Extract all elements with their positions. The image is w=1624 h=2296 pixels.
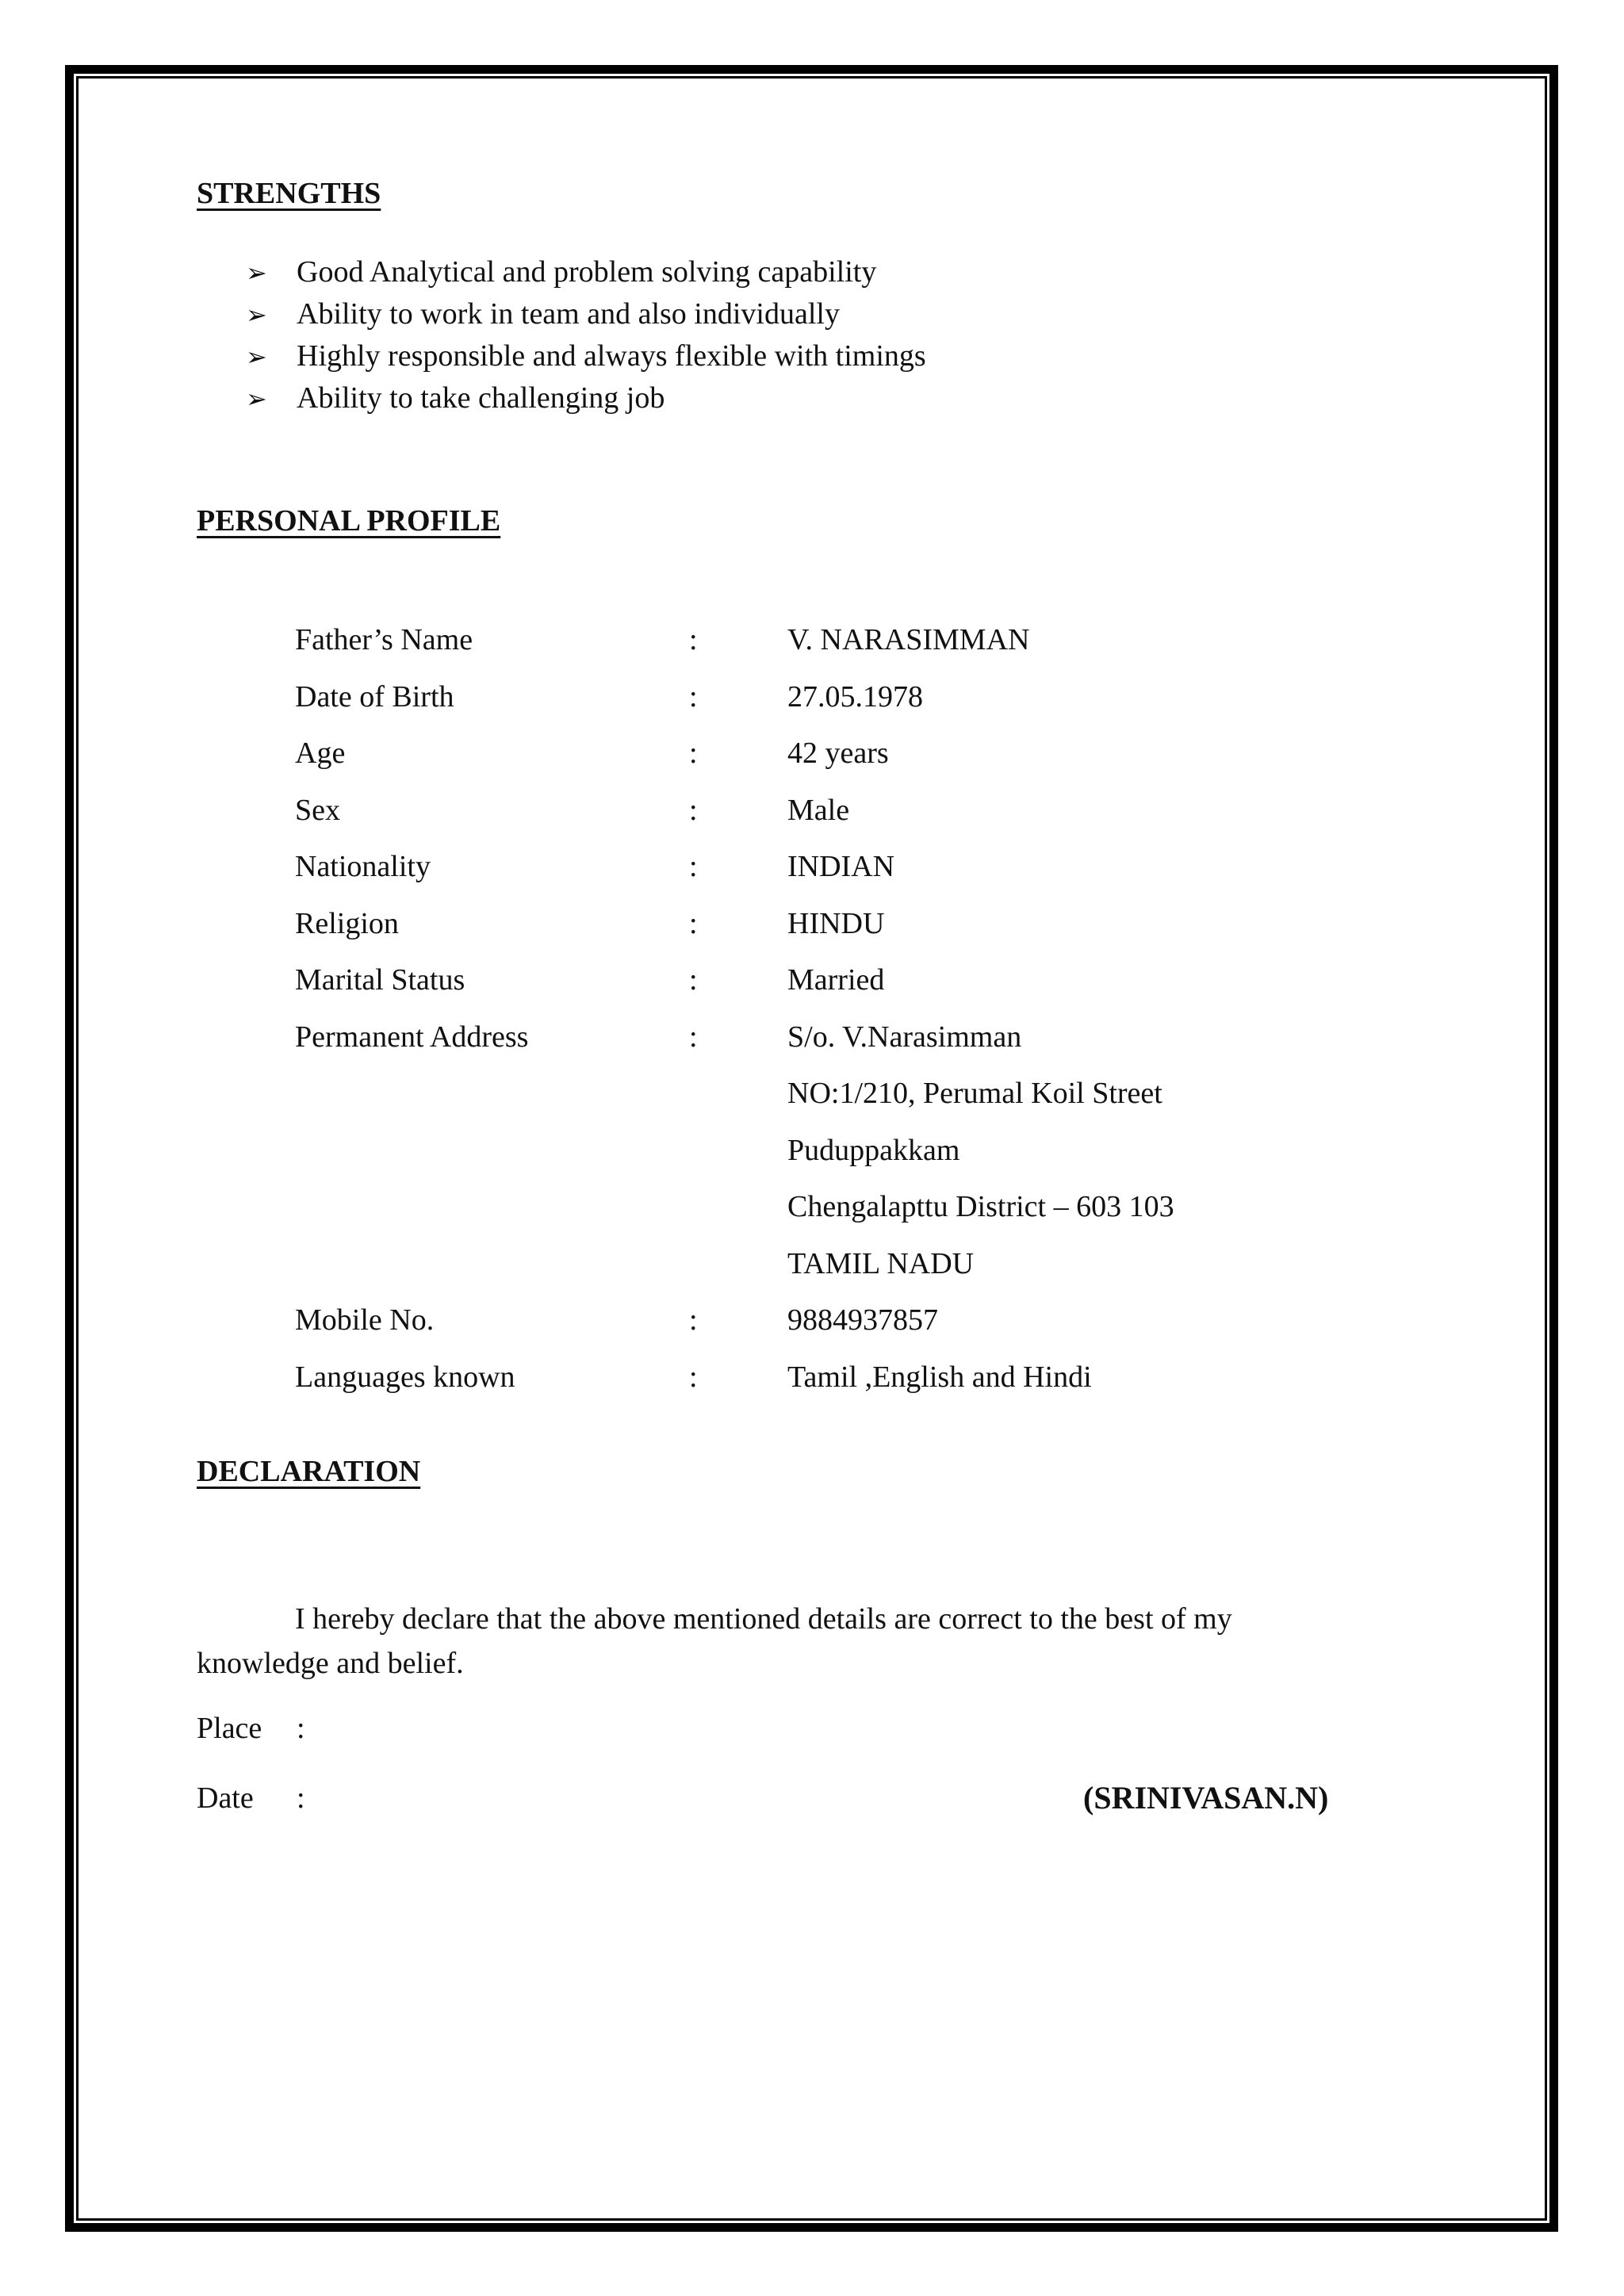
address-line-row	[295, 1076, 1174, 1133]
profile-label: Age	[295, 737, 346, 770]
profile-value: HINDU	[787, 906, 885, 940]
personal-profile-table	[295, 622, 1174, 1416]
profile-row	[295, 1360, 1174, 1417]
profile-value: V. NARASIMMAN	[787, 623, 1030, 656]
profile-colon: :	[689, 1360, 698, 1394]
place-field	[197, 1711, 305, 1746]
personal-profile-heading: PERSONAL PROFILE	[197, 504, 501, 538]
profile-row	[295, 1020, 1174, 1077]
profile-value: 42 years	[787, 737, 889, 770]
profile-value: INDIAN	[787, 850, 895, 883]
arrow-bullet-icon: ➢	[246, 384, 267, 414]
profile-row	[295, 849, 1174, 906]
address-line-row	[295, 1189, 1174, 1246]
strengths-list	[246, 251, 926, 419]
list-item: ➢ Ability to work in team and also individually	[246, 293, 926, 335]
address-line: Puduppakkam	[787, 1133, 960, 1167]
profile-colon: :	[689, 737, 698, 770]
profile-value: Married	[787, 963, 885, 997]
address-line: TAMIL NADU	[787, 1246, 975, 1280]
strengths-heading: STRENGTHS	[197, 177, 381, 210]
declaration-paragraph: I hereby declare that the above mentioned details are correct to the best of my knowledge and belief.	[197, 1602, 1232, 1680]
profile-colon: :	[689, 963, 698, 997]
profile-value: Tamil ,English and Hindi	[787, 1360, 1092, 1394]
profile-row	[295, 906, 1174, 963]
profile-label: Mobile No.	[295, 1303, 435, 1337]
profile-value: S/o. V.Narasimman	[787, 1020, 1022, 1054]
profile-colon: :	[689, 793, 698, 827]
profile-label: Permanent Address	[295, 1020, 529, 1054]
profile-colon: :	[689, 1020, 698, 1054]
profile-label: Father’s Name	[295, 623, 473, 656]
profile-row	[295, 793, 1174, 850]
profile-label: Nationality	[295, 850, 431, 883]
profile-colon: :	[689, 679, 698, 714]
profile-value: 9884937857	[787, 1303, 938, 1337]
address-line-row	[295, 1133, 1174, 1190]
profile-colon: :	[689, 906, 698, 940]
profile-label: Marital Status	[295, 963, 465, 997]
profile-row	[295, 962, 1174, 1020]
address-line: Chengalapttu District – 603 103	[787, 1190, 1174, 1223]
signature-name: (SRINIVASAN.N)	[1083, 1780, 1329, 1816]
declaration-heading: DECLARATION	[197, 1455, 421, 1488]
address-line-row	[295, 1246, 1174, 1303]
arrow-bullet-icon: ➢	[246, 342, 267, 372]
list-item: ➢ Ability to take challenging job	[246, 377, 926, 419]
profile-value: Male	[787, 793, 850, 827]
place-colon: :	[297, 1712, 305, 1745]
profile-row	[295, 679, 1174, 737]
profile-colon: :	[689, 1303, 698, 1337]
profile-colon: :	[689, 623, 698, 656]
arrow-bullet-icon: ➢	[246, 300, 267, 330]
profile-label: Sex	[295, 793, 340, 827]
profile-label: Date of Birth	[295, 679, 454, 714]
profile-value: 27.05.1978	[787, 679, 923, 714]
profile-row	[295, 622, 1174, 679]
list-item: ➢ Highly responsible and always flexible with timings	[246, 335, 926, 377]
profile-label: Religion	[295, 906, 399, 940]
date-label: Date	[197, 1781, 254, 1815]
profile-row	[295, 736, 1174, 793]
profile-colon: :	[689, 850, 698, 883]
profile-label: Languages known	[295, 1360, 515, 1394]
address-line: NO:1/210, Perumal Koil Street	[787, 1077, 1162, 1110]
date-field	[197, 1781, 305, 1816]
list-item: ➢ Good Analytical and problem solving capability	[246, 251, 926, 293]
profile-row	[295, 1303, 1174, 1360]
place-label: Place	[197, 1712, 262, 1745]
date-colon: :	[297, 1781, 305, 1815]
arrow-bullet-icon: ➢	[246, 258, 267, 288]
